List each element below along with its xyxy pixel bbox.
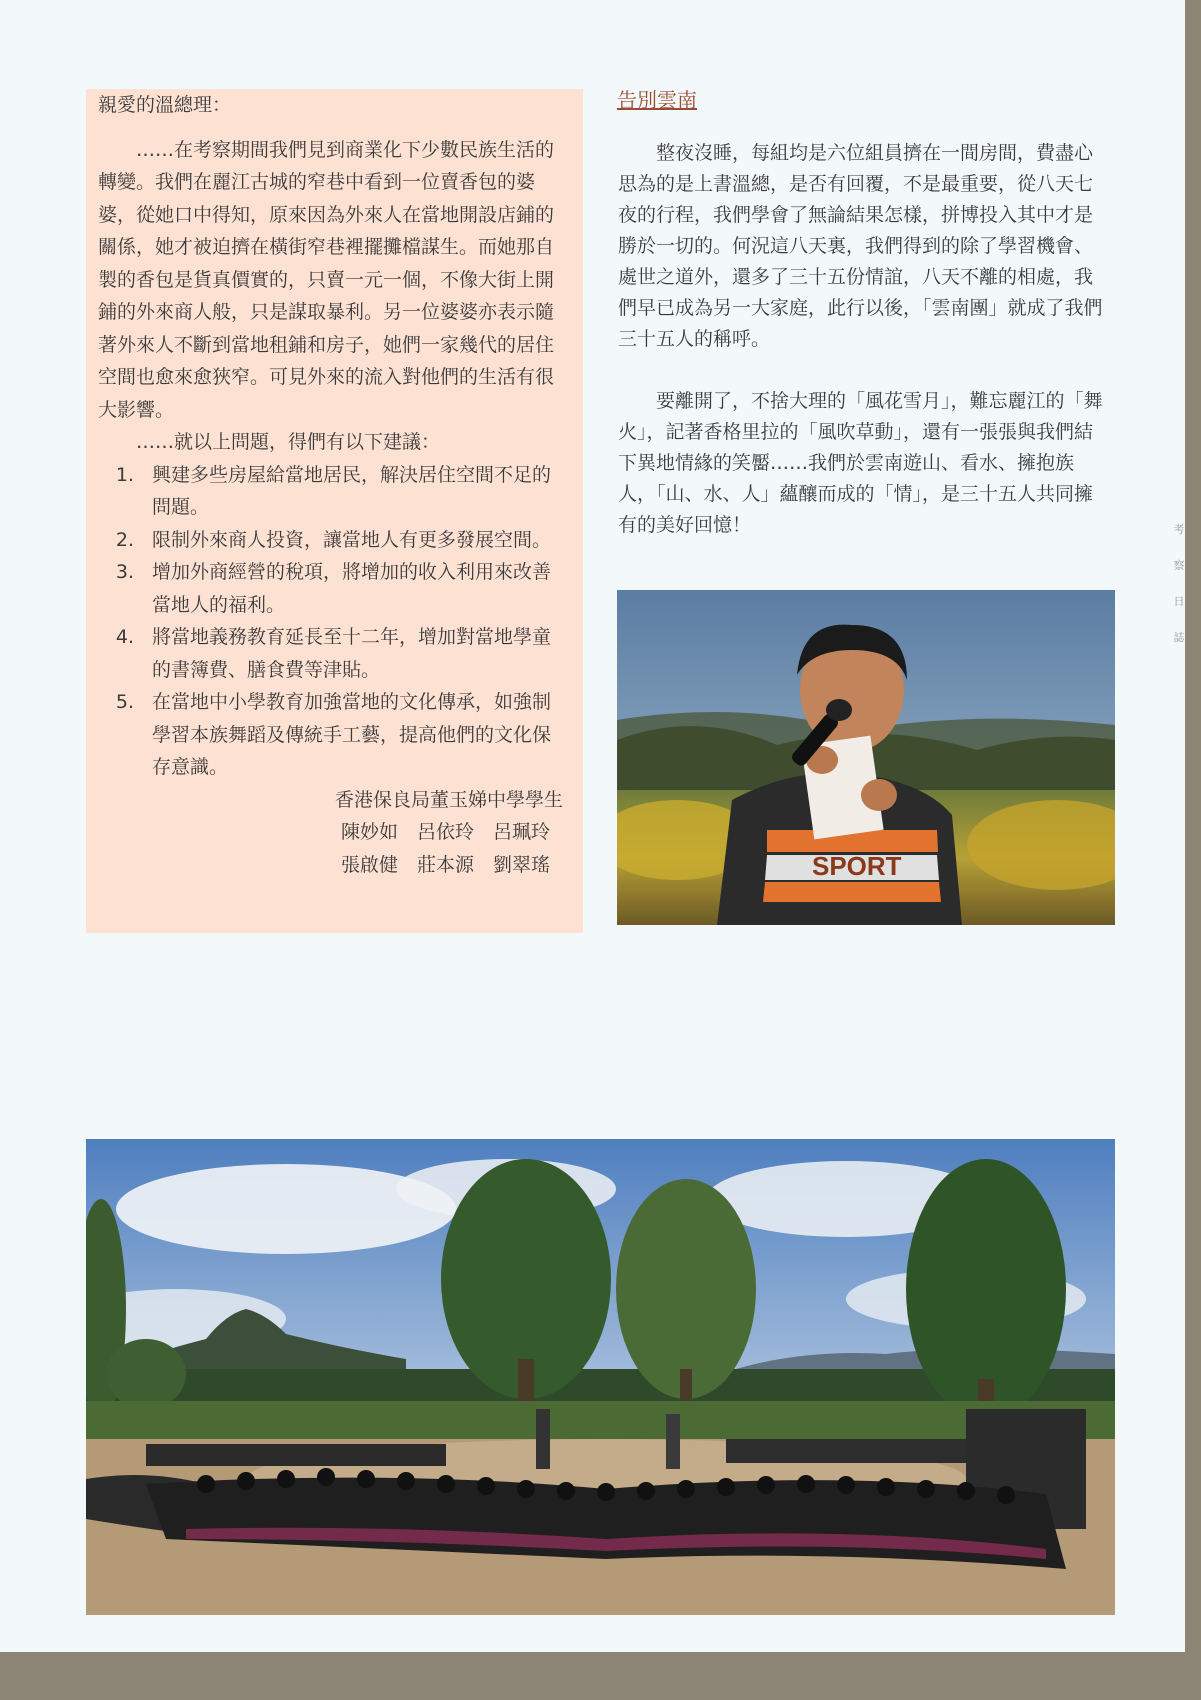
page-right-border (1185, 0, 1201, 1700)
signature-school: 香港保良局董玉娣中學學生 (334, 788, 563, 811)
side-label-char: 誌 (1173, 631, 1185, 644)
article-paragraph: 要離開了，不捨大理的「風花雪月」，難忘麗江的「舞火」，記著香格里拉的「風吹草動」，還有一張張與我們結下異地情緣的笑靨……我們於雲南遊山、看水、擁抱族人，「山、水、人」蘊釀而成的「情」，是三十五人共同擁有的美好回憶！ (618, 390, 1103, 536)
photo-group-circle (86, 1139, 1115, 1615)
letter-box (86, 89, 583, 933)
list-item (98, 524, 563, 557)
list-number: 2. (115, 528, 134, 551)
list-number: 5. (115, 691, 134, 713)
article-heading: 告別雲南 (617, 88, 697, 112)
suggestion-list (98, 459, 563, 784)
letter-paragraph: ……就以上問題，得們有以下建議： (136, 431, 441, 453)
list-text: 增加外商經營的稅項，將增加的收入利用來改善當地人的福利。 (152, 561, 552, 616)
signature-names: 陳妙如 呂依玲 呂珮玲 (341, 821, 551, 843)
list-item (98, 556, 563, 621)
list-item (98, 459, 563, 524)
shirt-text: SPORT (812, 851, 902, 881)
side-label-char: 考 (1173, 523, 1185, 536)
page-bottom-border (0, 1652, 1201, 1700)
photo-group-illustration (86, 1139, 1115, 1615)
photo-boy-illustration (617, 590, 1115, 925)
side-label-char: 察 (1173, 559, 1185, 572)
list-text: 限制外來商人投資，讓當地人有更多發展空間。 (152, 528, 552, 551)
article-body (618, 138, 1106, 572)
photo-boy-speaking (617, 590, 1115, 925)
list-text: 興建多些房屋給當地居民，解決居住空間不足的問題。 (152, 463, 552, 518)
list-item (98, 621, 563, 686)
list-number: 3. (115, 561, 134, 583)
list-text: 將當地義務教育延長至十二年，增加對當地學童的書簿費、膳食費等津貼。 (152, 626, 552, 681)
side-label (1172, 512, 1186, 656)
letter-greeting: 親愛的溫總理： (98, 94, 232, 116)
side-label-char: 日 (1173, 595, 1185, 608)
list-item (98, 686, 563, 784)
signature-names: 張啟健 莊本源 劉翠瑤 (341, 853, 551, 876)
list-number: 4. (115, 626, 134, 648)
list-number: 1. (115, 463, 134, 486)
article-paragraph: 整夜沒睡，每組均是六位組員擠在一間房間，費盡心思為的是上書溫總，是否有回覆，不是最重要，從八天七夜的行程，我們學會了無論結果怎樣，拼博投入其中才是勝於一切的。何況這八天裏，我們得到的除了學習機會、處世之道外，還多了三十五份情誼，八天不離的相處，我們早已成為另一大家庭，此行以後，「雲南團」就成了我們三十五人的稱呼。 (618, 142, 1103, 350)
letter-paragraph: ……在考察期間我們見到商業化下少數民族生活的轉變。我們在麗江古城的窄巷中看到一位賣香包的婆婆，從她口中得知，原來因為外來人在當地開設店鋪的關係，她才被迫擠在橫街窄巷裡擺攤檔謀生。而她那自製的香包是貨真價實的，只賣一元一個，不像大街上開鋪的外來商人般，只是謀取暴利。另一位婆婆亦表示隨著外來人不斷到當地租鋪和房子，她們一家幾代的居住空間也愈來愈狹窄。可見外來的流入對他們的生活有很大影響。 (98, 138, 555, 421)
list-text: 在當地中小學教育加強當地的文化傳承，如強制學習本族舞蹈及傳統手工藝，提高他們的文化保存意識。 (152, 691, 552, 778)
